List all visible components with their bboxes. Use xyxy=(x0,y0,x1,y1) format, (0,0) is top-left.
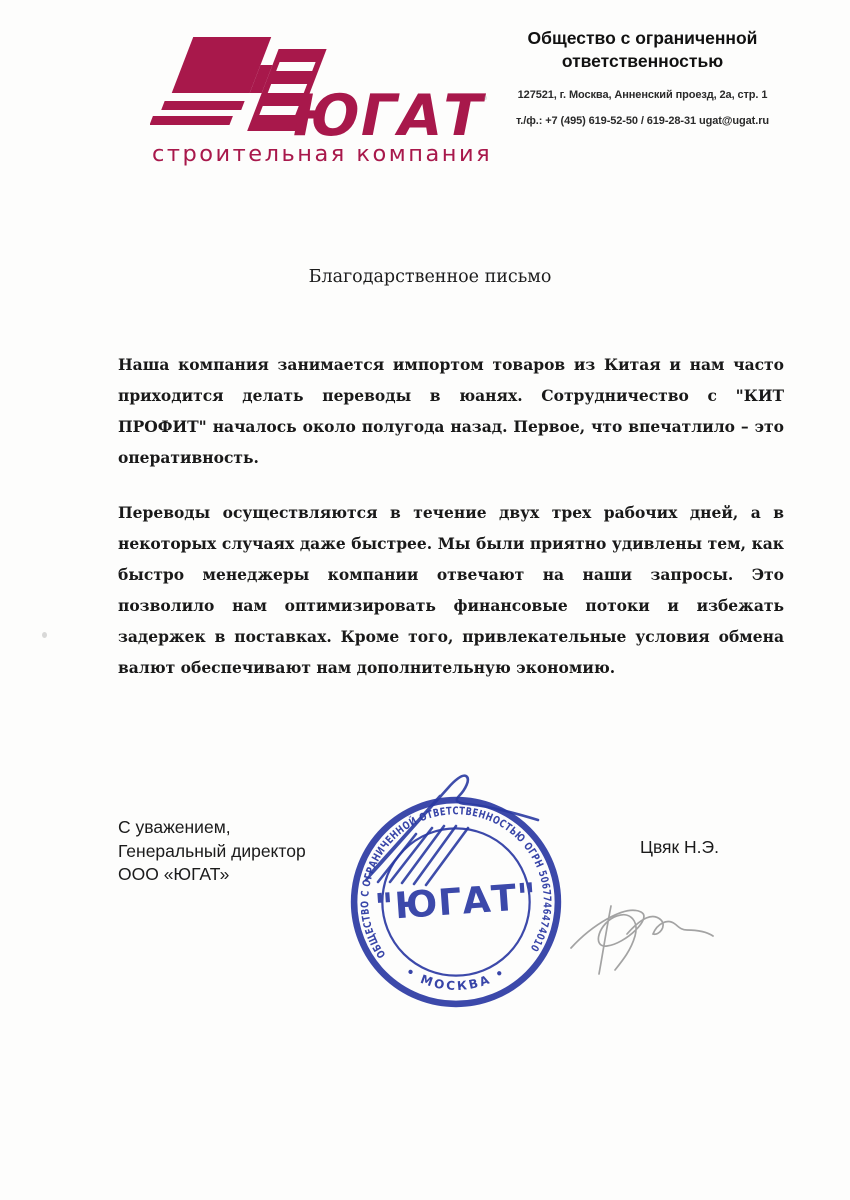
sign-off-block xyxy=(118,816,306,887)
company-address: 127521, г. Москва, Анненский проезд, 2а, стр. 1 xyxy=(517,89,768,101)
sign-off-company: ООО «ЮГАТ» xyxy=(118,864,230,884)
handwritten-signature xyxy=(565,882,725,982)
scan-speck xyxy=(484,96,487,100)
letter-title: Благодарственное письмо xyxy=(308,267,552,287)
org-form-line1: Общество с ограниченной xyxy=(527,28,758,48)
signer-name: Цвяк Н.Э. xyxy=(640,837,719,857)
stamp-bottom-text: • МОСКВА • xyxy=(403,964,509,994)
paragraph-2: Переводы осуществляются в течение двух трех рабочих дней, а в некоторых случаях даже быстрее. Мы были приятно удивлены тем, как быстро менеджеры компании отвечают на наши запросы. Это позволило нам оптимизировать финансовые потоки и избежать задержек в поставках. Кроме того, привлекательные условия обмена валют обеспечивают нам дополнительную экономию. xyxy=(118,503,784,677)
company-contacts: т./ф.: +7 (495) 619-52-50 / 619-28-31 ugat@ugat.ru xyxy=(515,115,769,127)
brand-wordmark: ЮГАТ xyxy=(293,83,484,149)
brand-tagline: строительная компания xyxy=(152,141,493,167)
sign-off-closing: С уважением, xyxy=(118,817,231,837)
signature-loop xyxy=(571,910,644,970)
letter-body xyxy=(118,349,784,707)
org-form-line2: ответственностью xyxy=(561,51,724,71)
logo-stripe-2 xyxy=(150,116,233,125)
scan-speck xyxy=(42,632,47,638)
stamp-center-text: "ЮГАТ" xyxy=(373,874,539,929)
company-info-block xyxy=(495,27,790,127)
sign-off-position: Генеральный директор xyxy=(118,840,306,861)
pen-signature-strokes xyxy=(352,760,552,895)
signature-descender xyxy=(599,906,611,974)
paragraph-1: Наша компания занимается импортом товаров из Китая и нам часто приходится делать переводы в юанях. Сотрудничество с "КИТ ПРОФИТ" началось около полугода назад. Первое, что впечатлило – это оперативность. xyxy=(118,355,784,467)
pen-stroke-2 xyxy=(390,828,432,882)
logo-stripe-1 xyxy=(161,101,244,110)
stamp-ring-text: ОБЩЕСТВО С ОГРАНИЧЕННОЙ ОТВЕТСТВЕННОСТЬЮ ОГРН 5067746474010 xyxy=(359,805,553,961)
